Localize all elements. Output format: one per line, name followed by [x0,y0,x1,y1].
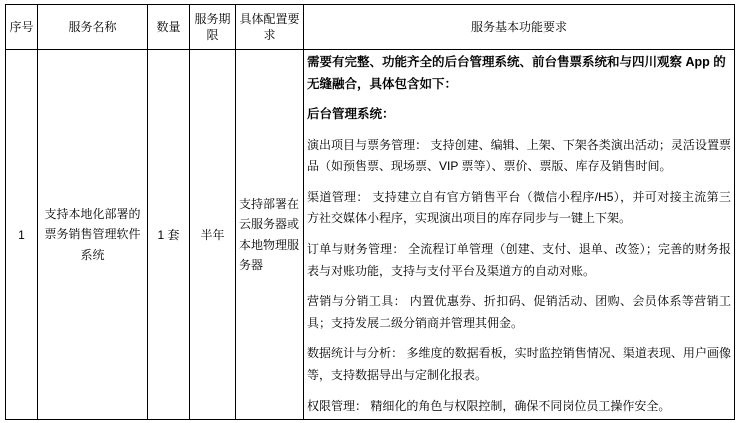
requirement-item-label: 演出项目与票务管理： [307,137,428,152]
requirement-item-text: 支持建立自有官方销售平台（微信小程序/H5），并可对接主流第三方社交媒体小程序，实现演出项目的库存同步与一键上下架。 [307,189,731,226]
table-header [6,5,735,50]
table-row [6,50,735,420]
requirement-section-title: 后台管理系统： [307,106,395,121]
header-cell-service-term: 服务期限 [190,5,236,50]
cell-basic-function-requirement [304,50,735,420]
header-cell-config-requirement: 具体配置要求 [236,5,304,50]
requirement-item-label: 权限管理： [307,398,368,413]
requirement-item-text: 多维度的数据看板，实时监控销售情况、渠道表现、用户画像等，支持数据导出与定制化报表。 [307,346,731,382]
requirement-item-label: 订单与财务管理： [307,242,405,256]
requirement-item [307,396,731,418]
requirement-item-label: 数据统计与分析： [307,346,404,361]
table-body [6,50,735,420]
requirement-item-text: 全流程订单管理（创建、支付、退单、改签）；完善的财务报表与对账功能，支持与支付平台及渠道方的自动对账。 [307,242,731,278]
header-cell-quantity: 数量 [148,5,190,50]
requirement-item [307,343,731,386]
requirement-intro: 需要有完整、功能齐全的后台管理系统、前台售票系统和与四川观察 App 的无缝融合，具体包含如下： [307,55,726,91]
cell-quantity: 1 套 [148,50,190,420]
requirement-item [307,291,731,334]
service-spec-table [5,4,735,420]
cell-config-requirement: 支持部署在云服务器或本地物理服务器 [236,50,304,420]
cell-service-name: 支持本地化部署的票务销售管理软件系统 [38,50,148,420]
requirement-item-text: 支持创建、编辑、上架、下架各类演出活动；灵活设置票品（如预售票、现场票、VIP 票等）、票价、票版、库存及销售时间。 [307,137,731,174]
requirement-item-text: 内置优惠券、折扣码、促销活动、团购、会员体系等营销工具；支持发展二级分销商并管理其佣金。 [307,294,731,330]
header-cell-service-name: 服务名称 [38,5,148,50]
cell-service-term: 半年 [190,50,236,420]
requirement-item [307,239,731,282]
header-cell-basic-function-requirement: 服务基本功能要求 [304,5,735,50]
cell-no: 1 [6,50,38,420]
requirement-item [307,135,731,178]
requirement-item [307,187,731,230]
requirement-item-label: 营销与分销工具： [307,294,406,309]
table-header-row [6,5,735,50]
requirement-item-label: 渠道管理： [307,189,369,204]
requirement-item-text: 精细化的角色与权限控制，确保不同岗位员工操作安全。 [370,398,671,413]
header-cell-no: 序号 [6,5,38,50]
